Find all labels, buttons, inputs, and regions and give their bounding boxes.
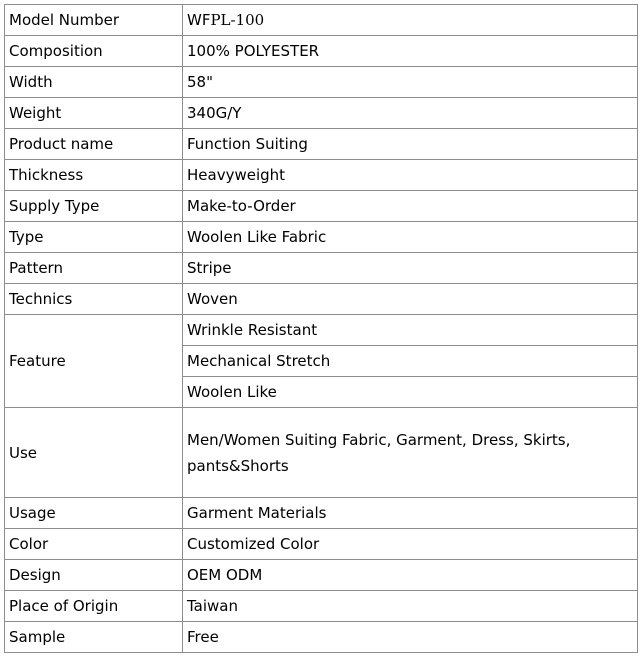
table-row [5,191,638,222]
row-value: Taiwan [183,591,638,622]
table-row [5,560,638,591]
table-row [5,408,638,498]
feature-value: Wrinkle Resistant [183,315,638,346]
row-label: Composition [5,36,183,67]
product-spec-table [4,4,638,653]
row-label: Width [5,67,183,98]
table-row [5,284,638,315]
row-value: Make-to-Order [183,191,638,222]
row-value: 58" [183,67,638,98]
table-row [5,5,638,36]
row-value: 340G/Y [183,98,638,129]
table-row [5,98,638,129]
row-value: Function Suiting [183,129,638,160]
row-label: Technics [5,284,183,315]
row-value: 100% POLYESTER [183,36,638,67]
row-label: Model Number [5,5,183,36]
table-row [5,67,638,98]
row-label: Supply Type [5,191,183,222]
row-label: Place of Origin [5,591,183,622]
row-value: Woolen Like Fabric [183,222,638,253]
row-label: Product name [5,129,183,160]
model-prefix: WF [187,11,211,29]
row-label: Use [5,408,183,498]
feature-value: Woolen Like [183,377,638,408]
row-value: Garment Materials [183,498,638,529]
row-value: Woven [183,284,638,315]
row-value: Stripe [183,253,638,284]
row-label: Thickness [5,160,183,191]
row-value: Free [183,622,638,653]
model-suffix: PL-100 [210,11,265,29]
row-label: Design [5,560,183,591]
row-label: Sample [5,622,183,653]
table-row [5,253,638,284]
row-value: Men/Women Suiting Fabric, Garment, Dress, Skirts, pants&Shorts [183,408,638,498]
model-number-value [183,5,638,36]
table-row [5,36,638,67]
table-row [5,591,638,622]
table-row [5,222,638,253]
row-label: Weight [5,98,183,129]
row-label: Usage [5,498,183,529]
row-label: Feature [5,315,183,408]
row-label: Color [5,529,183,560]
table-row [5,315,638,346]
row-value: OEM ODM [183,560,638,591]
table-row [5,160,638,191]
feature-value: Mechanical Stretch [183,346,638,377]
table-row [5,529,638,560]
row-label: Type [5,222,183,253]
row-label: Pattern [5,253,183,284]
row-value: Heavyweight [183,160,638,191]
table-row [5,498,638,529]
table-row [5,622,638,653]
row-value: Customized Color [183,529,638,560]
table-row [5,129,638,160]
